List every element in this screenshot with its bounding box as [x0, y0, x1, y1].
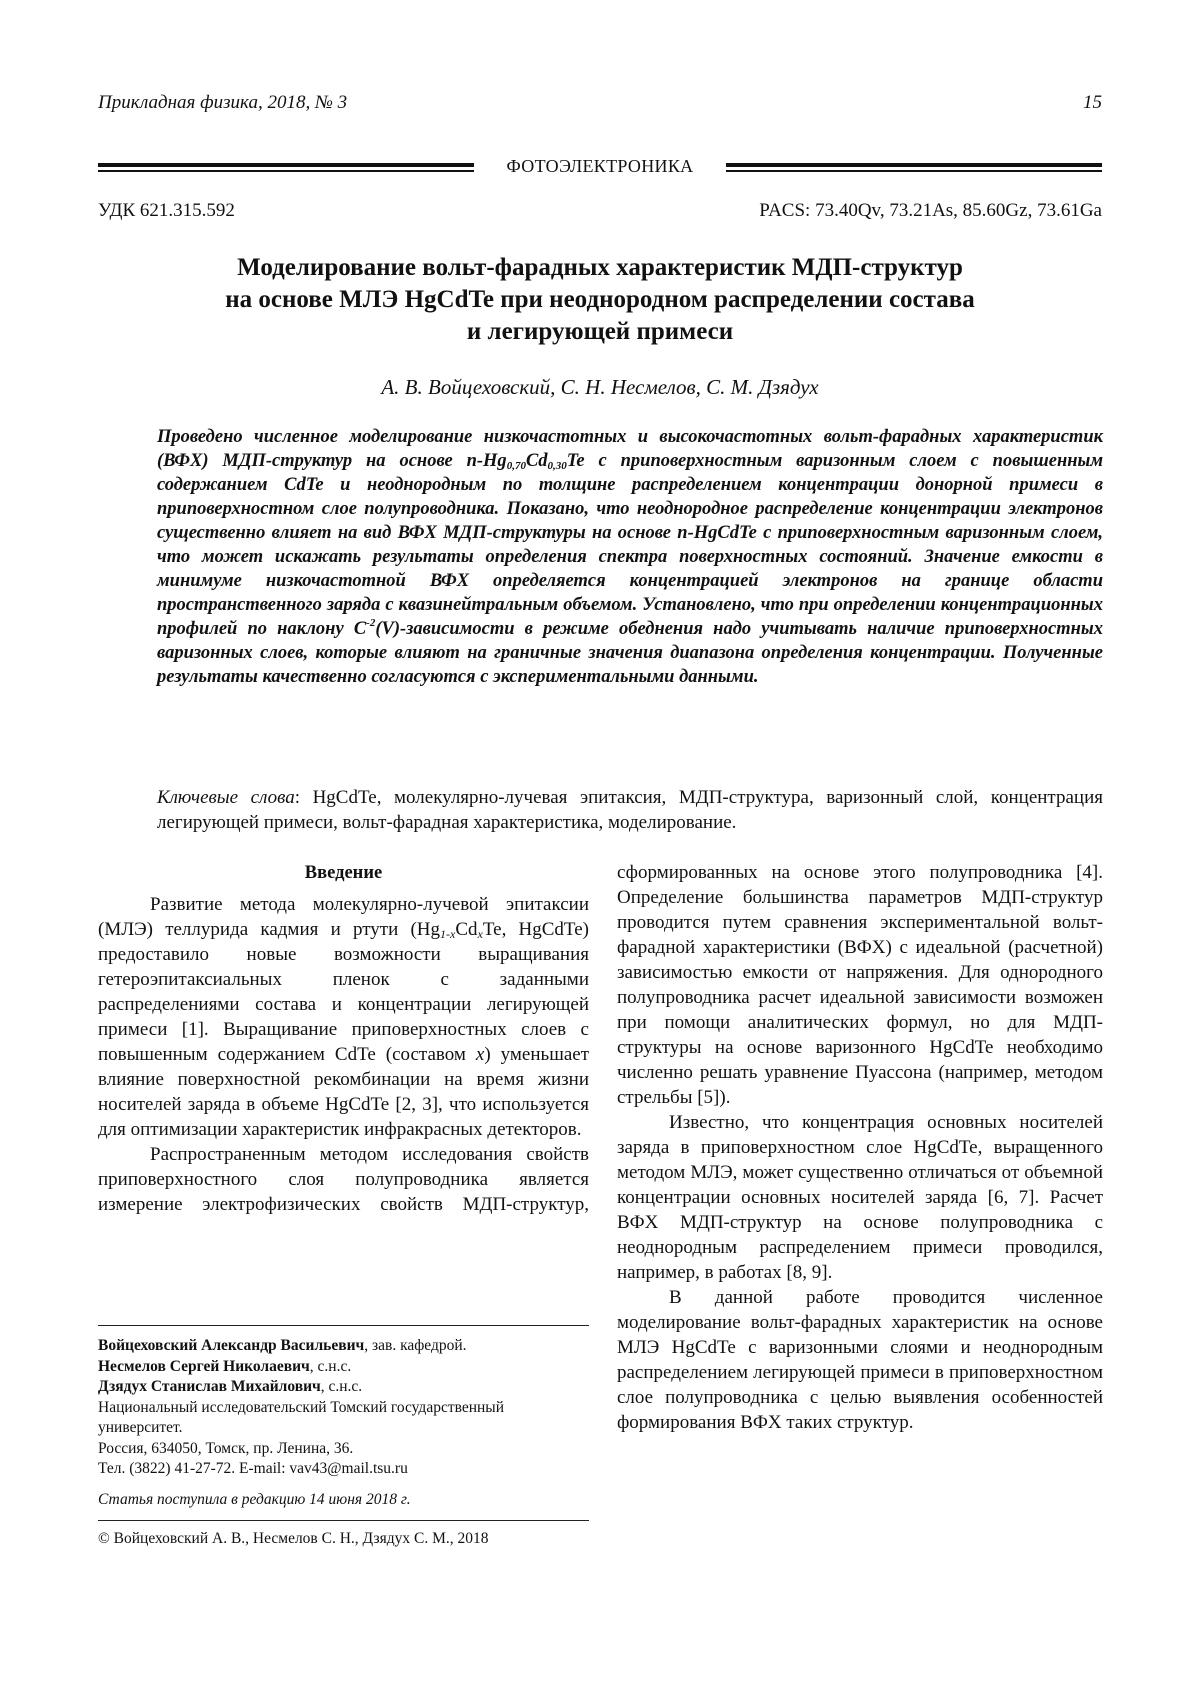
author-role: , зав. кафедрой.: [364, 1337, 466, 1354]
article-title: [140, 252, 1060, 348]
right-column: [617, 860, 1103, 1435]
abstract-superscript: -2: [366, 617, 375, 629]
footnote-rule: [98, 1520, 589, 1521]
keywords: [157, 785, 1103, 835]
author-footnote: [98, 1325, 589, 1550]
footnote-contact: Тел. (3822) 41-27-72. E-mail: vav43@mail.tsu.ru: [98, 1459, 589, 1480]
author-name: Несмелов Сергей Николаевич: [98, 1358, 310, 1375]
footnote-author-3: [98, 1377, 589, 1398]
footnote-affiliation: Национальный исследовательский Томский государственный университет.: [98, 1398, 589, 1439]
section-rule-right: [726, 163, 1102, 173]
footnote-address: Россия, 634050, Томск, пр. Ленина, 36.: [98, 1439, 589, 1460]
para-text: Развитие метода молекулярно-лучевой эпитаксии (МЛЭ) теллурида кадмия и ртути (Hg: [98, 894, 589, 940]
intro-paragraph-1: [98, 892, 589, 1142]
footnote-rule: [98, 1325, 589, 1326]
footnote-author-2: [98, 1357, 589, 1378]
author-role: , с.н.с.: [310, 1358, 351, 1375]
footnote-received-date: Статья поступила в редакцию 14 июня 2018 г.: [98, 1490, 589, 1511]
title-line: Моделирование вольт-фарадных характеристик МДП-структур: [140, 252, 1060, 284]
intro-paragraph-2: Распространенным методом исследования свойств приповерхностного слоя полупроводника является измерение электрофизических свойств МДП-структур,: [98, 1142, 589, 1217]
abstract-text: (V)-зависимости в режиме обеднения надо учитывать наличие приповерхностных варизонных слоев, которые влияют на граничные значения диапазона определения концентрации. Полученные результаты качественно согласуются с экспериментальными данными.: [157, 619, 1103, 687]
author-name: Дзядух Станислав Михайлович: [98, 1378, 321, 1395]
journal-citation: Прикладная физика, 2018, № 3: [98, 92, 347, 114]
author-role: , с.н.с.: [321, 1378, 362, 1395]
title-line: и легирующей примеси: [140, 316, 1060, 348]
intro-heading: Введение: [98, 860, 589, 886]
author-list: А. В. Войцеховский, С. Н. Несмелов, С. М. Дзядух: [0, 375, 1200, 400]
title-line: на основе МЛЭ HgCdTe при неоднородном распределении состава: [140, 284, 1060, 316]
page-number: 15: [1083, 92, 1102, 114]
udc-code: УДК 621.315.592: [98, 200, 235, 222]
abstract-subscript: 0,70: [507, 460, 526, 472]
running-header: [98, 92, 1102, 120]
footnote-copyright: © Войцеховский А. В., Несмелов С. Н., Дзядух С. М., 2018: [98, 1529, 589, 1550]
section-bar: [98, 156, 1102, 180]
abstract-text: Проведено численное моделирование низкочастотных и высокочастотных вольт-фарадных характеристик (ВФХ) МДП-структур на основе n-Hg: [157, 427, 1103, 471]
intro-paragraph-2-continued: сформированных на основе этого полупроводника [4]. Определение большинства параметров МДП-структур проводится путем сравнения экспериментальной вольт-фарадной характеристики (ВФХ) с идеальной (расчетной) зависимостью емкости от напряжения. Для однородного полупроводника расчет идеальной зависимости возможен при помощи аналитических формул, но для МДП-структуры на основе варизонного HgCdTe необходимо численно решать уравнение Пуассона (например, методом стрельбы [5]).: [617, 860, 1103, 1110]
keywords-label: Ключевые слова: [157, 787, 295, 808]
para-variable: x: [476, 1044, 484, 1065]
abstract-text: Te с приповерхностным варизонным слоем с повышенным содержанием CdTe и неоднородным по толщине распределением концентрации донорной примеси в приповерхностном слое полупроводника. Показано, что неоднородное распределение концентрации электронов существенно влияет на вид ВФХ МДП-структуры на основе n-HgCdTe с приповерхностным варизонным слоем, что может искажать результаты определения спектра поверхностных состояний. Значение емкости в минимуме низкочастотной ВФХ определяется концентрацией электронов на границе области пространственного заряда с квазинейтральным объемом. Установлено, что при определении концентрационных профилей по наклону С: [157, 451, 1103, 639]
keywords-text: : HgCdTe, молекулярно-лучевая эпитаксия, МДП-структура, варизонный слой, концентрация легирующей примеси, вольт-фарадная характеристика, моделирование.: [157, 787, 1103, 833]
section-title: ФОТОЭЛЕКТРОНИКА: [98, 156, 1102, 177]
para-subscript: 1-x: [440, 927, 455, 941]
footnote-author-1: [98, 1336, 589, 1357]
classification-codes: [98, 200, 1102, 226]
intro-paragraph-4: В данной работе проводится численное моделирование вольт-фарадных характеристик на основе МЛЭ HgCdTe с варизонными слоями и неоднородным распределением легирующей примеси в приповерхностном слое полупроводника с целью выявления особенностей формирования ВФХ таких структур.: [617, 1285, 1103, 1435]
para-subscript: x: [478, 927, 483, 941]
abstract-subscript: 0,30: [548, 460, 567, 472]
pacs-codes: PACS: 73.40Qv, 73.21As, 85.60Gz, 73.61Ga: [759, 200, 1102, 222]
para-text: ) уменьшает влияние поверхностной рекомбинации на время жизни носителей заряда в объеме HgCdTe [2, 3], что используется для оптимизации характеристик инфракрасных детекторов.: [98, 1044, 589, 1140]
left-column: [98, 860, 589, 1217]
abstract: [157, 425, 1103, 689]
author-name: Войцеховский Александр Васильевич: [98, 1337, 364, 1354]
para-text: Cd: [455, 919, 477, 940]
para-text: Te, HgCdTe) предоставило новые возможности выращивания гетероэпитаксиальных пленок с заданными распределениями состава и концентрации легирующей примеси [1]. Выращивание приповерхностных слоев с повышенным содержанием CdTe (составом: [98, 919, 589, 1065]
intro-paragraph-3: Известно, что концентрация основных носителей заряда в приповерхностном слое HgCdTe, выращенного методом МЛЭ, может существенно отличаться от объемной концентрации основных носителей заряда [6, 7]. Расчет ВФХ МДП-структур на основе полупроводника с неоднородным распределением примеси проводился, например, в работах [8, 9].: [617, 1110, 1103, 1285]
abstract-text: Cd: [526, 451, 548, 471]
journal-page: [0, 0, 1200, 1698]
